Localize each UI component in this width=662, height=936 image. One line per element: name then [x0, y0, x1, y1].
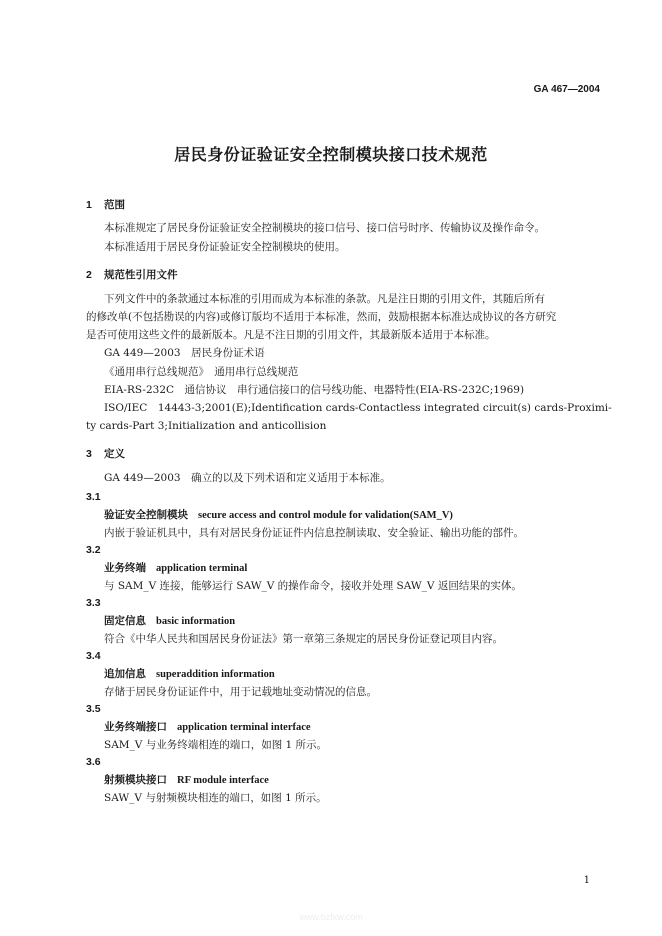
term-english: application terminal interface [177, 722, 311, 733]
section-3-number: 3 [86, 448, 92, 460]
term-number: 3.1 [86, 491, 101, 503]
term-definition: 与 SAM_V 连接，能够运行 SAW_V 的操作命令，接收并处理 SAW_V 返回结果的实体。 [104, 580, 522, 592]
section-1-paragraph-1: 本标准规定了居民身份证验证安全控制模块的接口信号、接口信号时序、传输协议及操作命令。 [104, 222, 545, 234]
term-definition: 符合《中华人民共和国居民身份证法》第一章第三条规定的居民身份证登记项目内容。 [104, 633, 503, 645]
term-number: 3.5 [86, 703, 101, 715]
term-number: 3.6 [86, 756, 101, 768]
term-definition: SAM_V 与业务终端相连的端口，如图 1 所示。 [104, 739, 328, 751]
term-heading [104, 509, 453, 523]
term-english: RF module interface [177, 775, 269, 786]
section-1-number: 1 [86, 199, 92, 211]
term-chinese: 追加信息 [104, 668, 146, 680]
reference-item: 《通用串行总线规范》 通用串行总线规范 [104, 366, 299, 378]
watermark: www.bzfxw.com [299, 912, 363, 922]
section-2-number: 2 [86, 269, 92, 281]
reference-item: ISO/IEC 14443-3;2001(E);Identification cards-Contactless integrated circuit(s) cards-Proximi- [104, 402, 612, 414]
section-3-intro: GA 449—2003 确立的以及下列术语和定义适用于本标准。 [104, 472, 391, 484]
term-number: 3.4 [86, 650, 101, 662]
term-english: basic information [156, 616, 236, 627]
section-2-heading: 规范性引用文件 [104, 269, 178, 281]
term-number: 3.3 [86, 597, 101, 609]
section-1-heading: 范围 [104, 199, 125, 211]
term-definition: 内嵌于验证机具中，具有对居民身份证证件内信息控制读取、安全验证、输出功能的部件。 [104, 527, 524, 539]
term-chinese: 业务终端接口 [104, 721, 167, 733]
page-number: 1 [583, 875, 590, 886]
term-definition: 存储于居民身份证证件中，用于记载地址变动情况的信息。 [104, 686, 377, 698]
term-chinese: 射频模块接口 [104, 774, 167, 786]
term-heading [104, 668, 275, 682]
term-definition: SAW_V 与射频模块相连的端口，如图 1 所示。 [104, 792, 327, 804]
term-heading [104, 721, 311, 735]
section-2-paragraph-line: 的修改单(不包括勘误的内容)或修订版均不适用于本标准，然而，鼓励根据本标准达成协议的各方研究 [86, 311, 557, 323]
term-chinese: 验证安全控制模块 [104, 509, 188, 521]
document-title: 居民身份证验证安全控制模块接口技术规范 [174, 145, 488, 164]
reference-item: GA 449—2003 居民身份证术语 [104, 347, 265, 359]
standard-number: GA 467—2004 [533, 84, 600, 95]
reference-item-continuation: ty cards-Part 3;Initialization and anticollision [86, 420, 327, 432]
term-heading [104, 562, 247, 576]
section-2-paragraph-line: 是否可使用这些文件的最新版本。凡是不注日期的引用文件，其最新版本适用于本标准。 [86, 329, 496, 341]
term-english: superaddition information [156, 669, 275, 680]
term-english: application terminal [156, 563, 248, 574]
reference-item: EIA-RS-232C 通信协议 串行通信接口的信号线功能、电器特性(EIA-RS-232C;1969) [104, 384, 525, 396]
term-number: 3.2 [86, 544, 101, 556]
term-heading [104, 774, 269, 788]
term-english: secure access and control module for validation(SAM_V) [198, 510, 453, 521]
section-1-paragraph-2: 本标准适用于居民身份证验证安全控制模块的使用。 [104, 241, 346, 253]
term-chinese: 业务终端 [104, 562, 146, 574]
section-2-paragraph-line: 下列文件中的条款通过本标准的引用而成为本标准的条款。凡是注日期的引用文件，其随后所有 [104, 293, 545, 305]
term-heading [104, 615, 235, 629]
section-3-heading: 定义 [104, 448, 125, 460]
term-chinese: 固定信息 [104, 615, 146, 627]
